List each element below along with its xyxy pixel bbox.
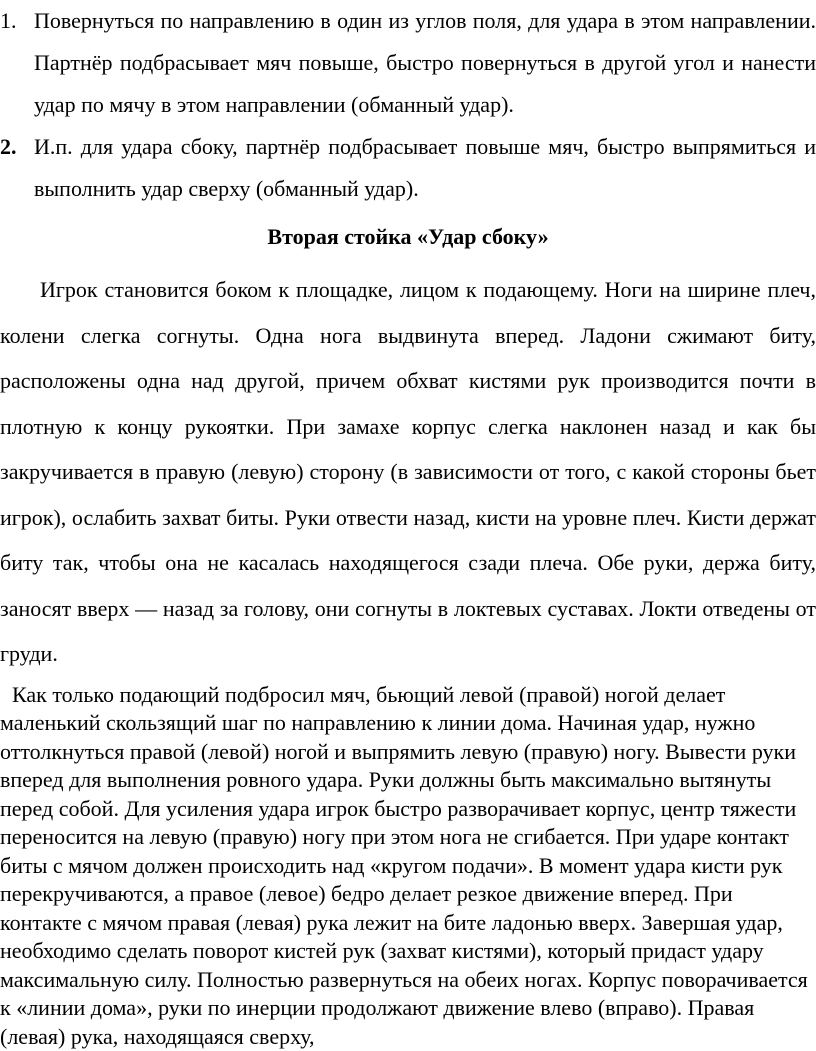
exercise-list <box>0 0 816 210</box>
list-item <box>0 126 816 210</box>
body-paragraph: Игрок становится боком к площадке, лицом к подающему. Ноги на ширине плеч, колени слегка согнуты. Одна нога выдвинута вперед. Ладони сжимают биту, расположены одна над другой, причем обхват кистями рук производится почти в плотную к концу рукоятки. При замахе корпус слегка наклонен назад и как бы закручивается в правую (левую) сторону (в зависимости от того, с какой стороны бьет игрок), ослабить захват биты. Руки отвести назад, кисти на уровне плеч. Кисти держат биту так, чтобы она не касалась находящегося сзади плеча. Обе руки, держа биту, заносят вверх — назад за голову, они согнуты в локтевых суставах. Локти отведены от груди. <box>0 262 816 677</box>
list-item-text: И.п. для удара сбоку, партнёр подбрасывает повыше мяч, быстро выпрямиться и выполнить удар сверху (обманный удар). <box>34 134 816 201</box>
list-item-number: 2. <box>0 126 17 168</box>
list-item <box>0 0 816 126</box>
list-item-number: 1. <box>0 0 17 42</box>
list-item-text: Повернуться по направлению в один из углов поля, для удара в этом направлении. Партнёр подбрасывает мяч повыше, быстро повернуться в другой угол и нанести удар по мячу в этом направлении (обманный удар). <box>34 8 816 117</box>
section-heading: Вторая стойка «Удар сбоку» <box>0 216 816 258</box>
body-paragraph: Как только подающий подбросил мяч, бьющий левой (правой) ногой делает маленький скользящий шаг по направлению к линии дома. Начиная удар, нужно оттолкнуться правой (левой) ногой и выпрямить левую (правую) ногу. Вывести руки вперед для выполнения ровного удара. Руки должны быть максимально вытянуты перед собой. Для усиления удара игрок быстро разворачивает корпус, центр тяжести переносится на левую (правую) ногу при этом нога не сгибается. При ударе контакт биты с мячом должен происходить над «кругом подачи». В момент удара кисти рук перекручиваются, а правое (левое) бедро делает резкое движение вперед. При контакте с мячом правая (левая) рука лежит на бите ладонью вверх. Завершая удар, необходимо сделать поворот кистей рук (захват кистями), который придаст удару максимальную силу. Полностью развернуться на обеих ногах. Корпус поворачивается к «линии дома», руки по инерции продолжают движение влево (вправо). Правая (левая) рука, находящаяся сверху, <box>0 677 816 1051</box>
